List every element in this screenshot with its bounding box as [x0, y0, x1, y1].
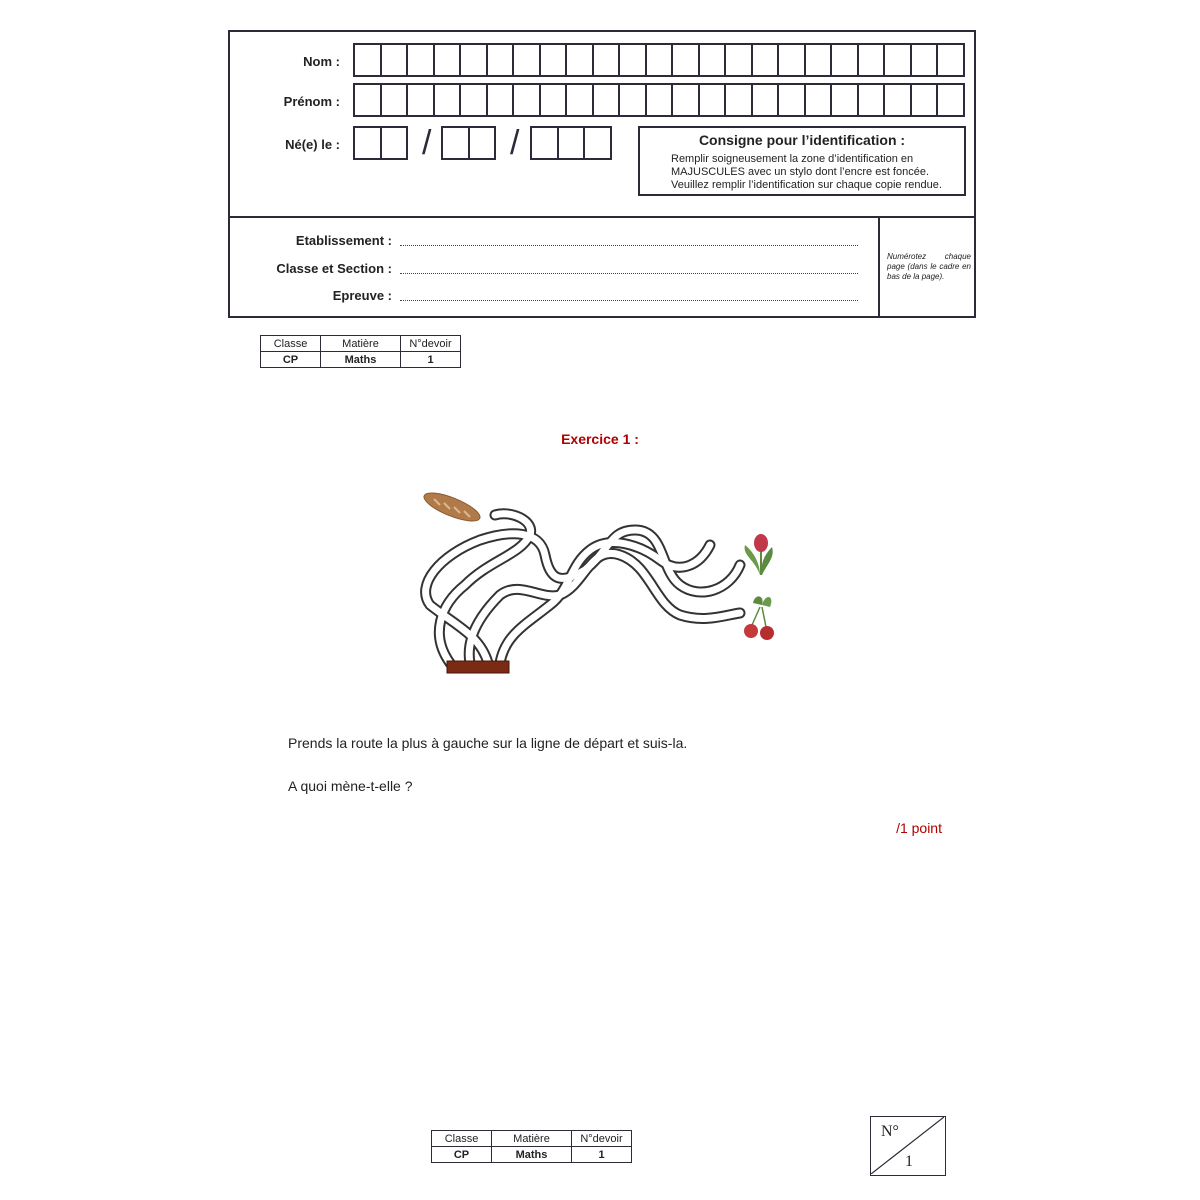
- value-matiere: Maths: [321, 352, 401, 368]
- page-number-value: 1: [905, 1153, 913, 1170]
- birth-day-field[interactable]: [353, 126, 408, 160]
- naissance-label: Né(e) le :: [285, 137, 340, 152]
- info-table-top: [260, 335, 461, 368]
- header-classe: Classe: [261, 336, 321, 352]
- points-label: /1 point: [896, 820, 942, 836]
- consigne-line: Remplir soigneusement la zone d’identification en: [671, 153, 914, 165]
- maze-illustration: [410, 485, 790, 685]
- info-table-bottom: [431, 1130, 632, 1163]
- header-classe: Classe: [432, 1131, 492, 1147]
- date-separator: /: [422, 124, 432, 162]
- page-number-box: [870, 1116, 946, 1176]
- header-matiere: Matière: [321, 336, 401, 352]
- identification-box: [228, 30, 976, 318]
- exercise-title: Exercice 1 :: [561, 431, 639, 447]
- maze-roads: [426, 514, 740, 663]
- identification-bottom: [230, 218, 974, 316]
- epreuve-line[interactable]: [400, 290, 858, 301]
- prenom-field[interactable]: [353, 83, 965, 117]
- page-number-prefix: N°: [881, 1123, 899, 1140]
- header-devoir: N°devoir: [401, 336, 461, 352]
- identification-top: [230, 32, 974, 218]
- value-classe: CP: [261, 352, 321, 368]
- etablissement-line[interactable]: [400, 235, 858, 246]
- birth-month-field[interactable]: [441, 126, 496, 160]
- consigne-line: MAJUSCULES avec un stylo dont l’encre est foncée.: [671, 166, 930, 178]
- nom-field[interactable]: [353, 43, 965, 77]
- numbering-note: Numérotez chaque page (dans le cadre en bas de la page).: [887, 252, 971, 281]
- value-classe: CP: [432, 1147, 492, 1163]
- numbering-note-box: [878, 218, 976, 316]
- tulip-icon: [745, 534, 773, 575]
- start-line: [447, 661, 509, 673]
- nom-label: Nom :: [303, 54, 340, 69]
- prenom-label: Prénom :: [283, 94, 340, 109]
- birth-year-field[interactable]: [530, 126, 612, 160]
- header-devoir: N°devoir: [572, 1131, 632, 1147]
- epreuve-label: Epreuve :: [332, 288, 392, 303]
- question-line-1: Prends la route la plus à gauche sur la ligne de départ et suis-la.: [288, 735, 688, 751]
- consigne-title: Consigne pour l’identification :: [698, 132, 906, 148]
- question-line-2: A quoi mène-t-elle ?: [288, 778, 413, 794]
- bread-icon: [421, 487, 483, 526]
- header-matiere: Matière: [492, 1131, 572, 1147]
- classe-section-line[interactable]: [400, 263, 858, 274]
- value-devoir: 1: [572, 1147, 632, 1163]
- value-devoir: 1: [401, 352, 461, 368]
- consigne-line: Veuillez remplir l’identification sur chaque copie rendue.: [671, 179, 942, 191]
- date-separator: /: [510, 124, 520, 162]
- consigne-box: [638, 126, 966, 196]
- value-matiere: Maths: [492, 1147, 572, 1163]
- classe-section-label: Classe et Section :: [276, 261, 392, 276]
- etablissement-label: Etablissement :: [295, 233, 392, 248]
- cherries-icon: [744, 596, 774, 640]
